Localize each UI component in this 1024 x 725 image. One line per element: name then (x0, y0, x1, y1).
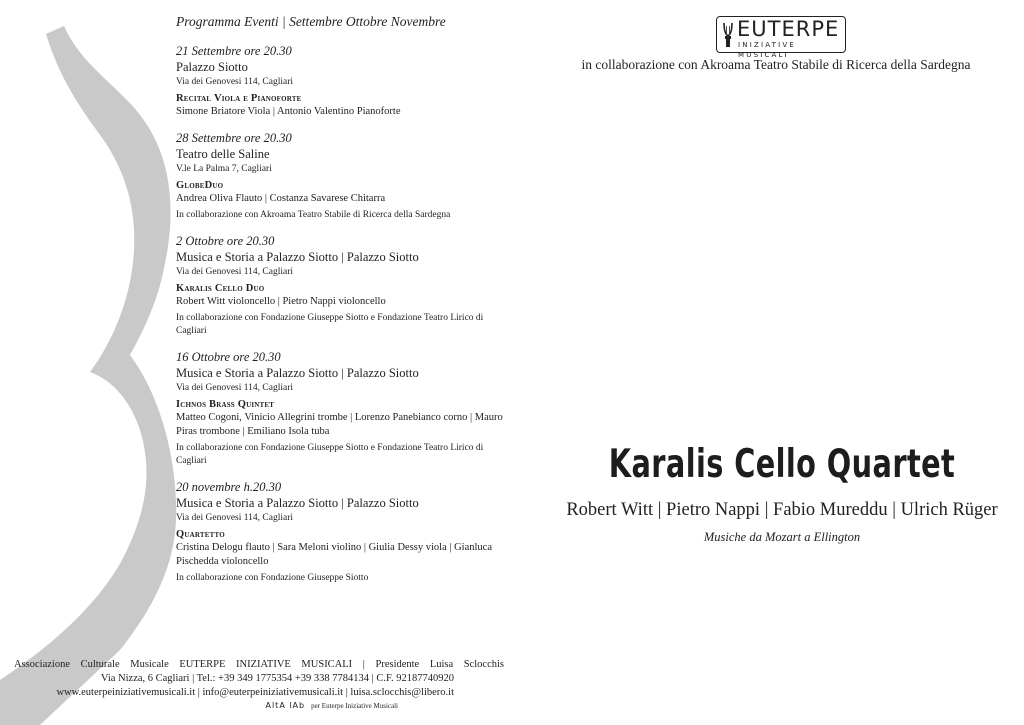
event-ensemble: Ichnos Brass Quintet (176, 399, 275, 410)
event-performers: Andrea Oliva Flauto | Costanza Savarese Chitarra (176, 193, 386, 204)
event-collaboration: In collaborazione con Fondazione Giuseppe Siotto e Fondazione Teatro Lirico di Cagliari (176, 443, 484, 466)
footer-contacts: www.euterpeiniziativemusicali.it | info@euterpeiniziativemusicali.it | luisa.sclocchis@libero.it (56, 687, 454, 698)
logo-name: EUTERPE (737, 17, 840, 41)
event-venue: Teatro delle Saline (176, 147, 270, 161)
lyre-icon (722, 20, 734, 48)
event-performers: Simone Briatore Viola | Antonio Valentino Pianoforte (176, 106, 401, 117)
event-programme (176, 14, 506, 597)
event-ensemble: GlobeDuo (176, 180, 224, 191)
event-item (176, 234, 506, 338)
event-date: 2 Ottobre ore 20.30 (176, 234, 275, 248)
featured-concert (540, 440, 1024, 546)
event-venue: Musica e Storia a Palazzo Siotto | Palazzo Siotto (176, 496, 419, 510)
euterpe-logo (716, 16, 846, 59)
event-date: 21 Settembre ore 20.30 (176, 44, 292, 58)
event-collaboration: In collaborazione con Fondazione Giuseppe Siotto (176, 573, 369, 583)
event-address: Via dei Genovesi 114, Cagliari (176, 383, 294, 393)
event-venue: Musica e Storia a Palazzo Siotto | Palazzo Siotto (176, 250, 419, 264)
event-venue: Palazzo Siotto (176, 60, 248, 74)
event-item (176, 480, 506, 585)
event-performers: Cristina Delogu flauto | Sara Meloni violino | Giulia Dessy viola | Gianluca Pischedda violoncello (176, 542, 492, 567)
event-ensemble: Quartetto (176, 529, 225, 540)
event-date: 28 Settembre ore 20.30 (176, 131, 292, 145)
footer-credit (0, 700, 518, 712)
footer-address: Via Nizza, 6 Cagliari | Tel.: +39 349 1775354 +39 338 7784134 | C.F. 92187740920 (100, 673, 454, 684)
event-performers: Matteo Cogoni, Vinicio Allegrini trombe | Lorenzo Panebianco corno | Mauro Piras trombone | Emiliano Isola tuba (176, 412, 503, 437)
event-ensemble: Karalis Cello Duo (176, 283, 265, 294)
feature-members: Robert Witt | Pietro Nappi | Fabio Mureddu | Ulrich Rüger (566, 500, 998, 520)
footer (0, 658, 518, 712)
event-address: Via dei Genovesi 114, Cagliari (176, 267, 294, 277)
feature-subtitle: Musiche da Mozart a Ellington (703, 530, 861, 544)
feature-title: Karalis Cello Quartet (608, 442, 956, 487)
collaboration-header: in collaborazione con Akroama Teatro Stabile di Ricerca della Sardegna (581, 57, 971, 72)
event-address: Via dei Genovesi 114, Cagliari (176, 513, 294, 523)
event-date: 16 Ottobre ore 20.30 (176, 350, 281, 364)
event-item (176, 350, 506, 468)
programme-title: Programma Eventi | Settembre Ottobre Novembre (176, 14, 446, 29)
logo-tagline: INIZIATIVE MUSICALI (738, 41, 797, 59)
event-venue: Musica e Storia a Palazzo Siotto | Palazzo Siotto (176, 366, 419, 380)
event-address: Via dei Genovesi 114, Cagliari (176, 77, 294, 87)
event-address: V.le La Palma 7, Cagliari (176, 164, 272, 174)
event-item (176, 131, 506, 222)
event-item (176, 44, 506, 119)
footer-association: Associazione Culturale Musicale EUTERPE INIZIATIVE MUSICALI | Presidente Luisa Sclocchis (14, 659, 504, 670)
event-collaboration: In collaborazione con Fondazione Giuseppe Siotto e Fondazione Teatro Lirico di Cagliari (176, 313, 484, 336)
event-collaboration: In collaborazione con Akroama Teatro Stabile di Ricerca della Sardegna (176, 210, 451, 220)
alta-lab-logo: AltA lAb (265, 701, 306, 710)
event-date: 20 novembre h.20.30 (176, 480, 282, 494)
footer-credit-text: per Euterpe Iniziative Musicali (311, 702, 398, 710)
event-performers: Robert Witt violoncello | Pietro Nappi violoncello (176, 296, 386, 307)
event-ensemble: Recital Viola e Pianoforte (176, 93, 302, 104)
